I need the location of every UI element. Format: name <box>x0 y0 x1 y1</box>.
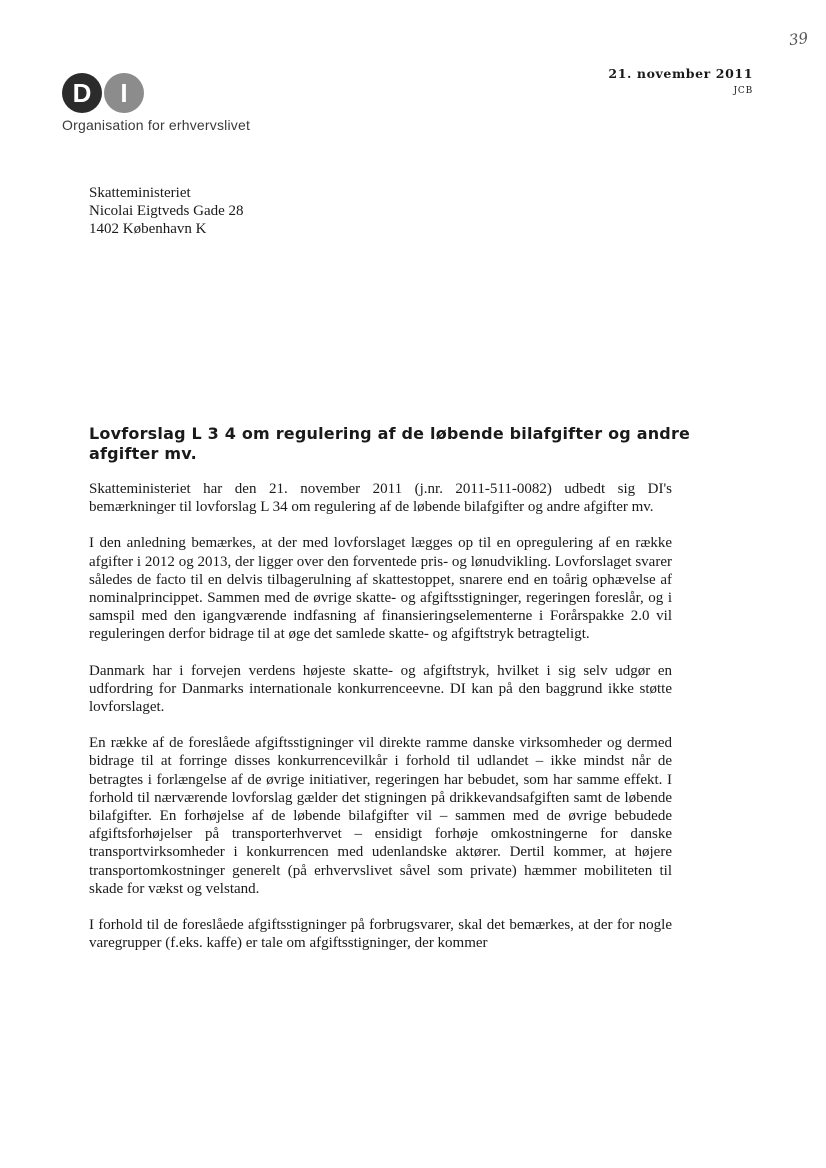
logo-mark <box>62 73 282 113</box>
recipient-street: Nicolai Eigtveds Gade 28 <box>89 203 244 219</box>
di-logo <box>62 73 282 133</box>
body-paragraph: I den anledning bemærkes, at der med lovforslaget lægges op til en opregulering af en række afgifter i 2012 og 2013, der ligger over den forventede pris- og lønudvikling. Lovforslaget svarer således de facto til en delvis tilbagerulning af skattestoppet, snarere end en toårig ophævelse af nominalprincippet. Sammen med de øvrige skatte- og afgiftsstigninger, regeringen foreslår, og i samspil med den igangværende indfasning af finansieringselementerne i Forårspakke 2.0 vil reguleringen derfor bidrage til at øge det samlede skatte- og afgiftstryk betragteligt. <box>89 535 672 643</box>
handwritten-page-number: 39 <box>787 28 810 50</box>
letter-body <box>89 480 672 970</box>
body-paragraph: En række af de foreslåede afgiftsstigninger vil direkte ramme danske virksomheder og dermed bidrage til at forringe disses konkurrencevilkår i forhold til udlandet – ikke mindst når de betragtes i forlængelse af de øvrige initiativer, regeringen har bebudet, som har samme effekt. I forhold til nærværende lovforslag gælder det stigningen på drikkevandsafgiften samt de løbende bilafgifter. En forhøjelse af de løbende bilafgifter vil – sammen med de øvrige bebudede afgiftsforhøjelser på transporterhvervet – ensidigt forhøje omkostningerne for danske transportvirksomheder i konkurrencen med udenlandske aktører. Dertil kommer, at højere transportomkostninger generelt (på erhvervslivet såvel som private) hæmmer mobiliteten til skade for vækst og velstand. <box>89 735 672 897</box>
recipient-name: Skatteministeriet <box>89 185 191 201</box>
recipient-address <box>89 184 244 238</box>
letter-date-block <box>608 66 753 96</box>
letter-date: 21. november 2011 <box>608 66 753 81</box>
author-initials: JCB <box>733 86 753 96</box>
letter-subject: Lovforslag L 3 4 om regulering af de løbende bilafgifter og andre afgifter mv. <box>89 424 691 463</box>
logo-tagline: Organisation for erhvervslivet <box>62 117 251 133</box>
logo-letter-d: D <box>62 73 102 113</box>
recipient-city: 1402 København K <box>89 221 207 237</box>
body-paragraph: Danmark har i forvejen verdens højeste skatte- og afgiftstryk, hvilket i sig selv udgør en udfordring for Danmarks internationale konkurrenceevne. DI kan på den baggrund ikke støtte lovforslaget. <box>89 662 672 716</box>
body-paragraph: I forhold til de foreslåede afgiftsstigninger på forbrugsvarer, skal det bemærkes, at der for nogle varegrupper (f.eks. kaffe) er tale om afgiftsstigninger, der kommer <box>89 917 672 952</box>
logo-letter-i: I <box>104 73 144 113</box>
body-paragraph: Skatteministeriet har den 21. november 2011 (j.nr. 2011-511-0082) udbedt sig DI's bemærkninger til lovforslag L 34 om regulering af de løbende bilafgifter og andre afgifter mv. <box>89 481 672 516</box>
